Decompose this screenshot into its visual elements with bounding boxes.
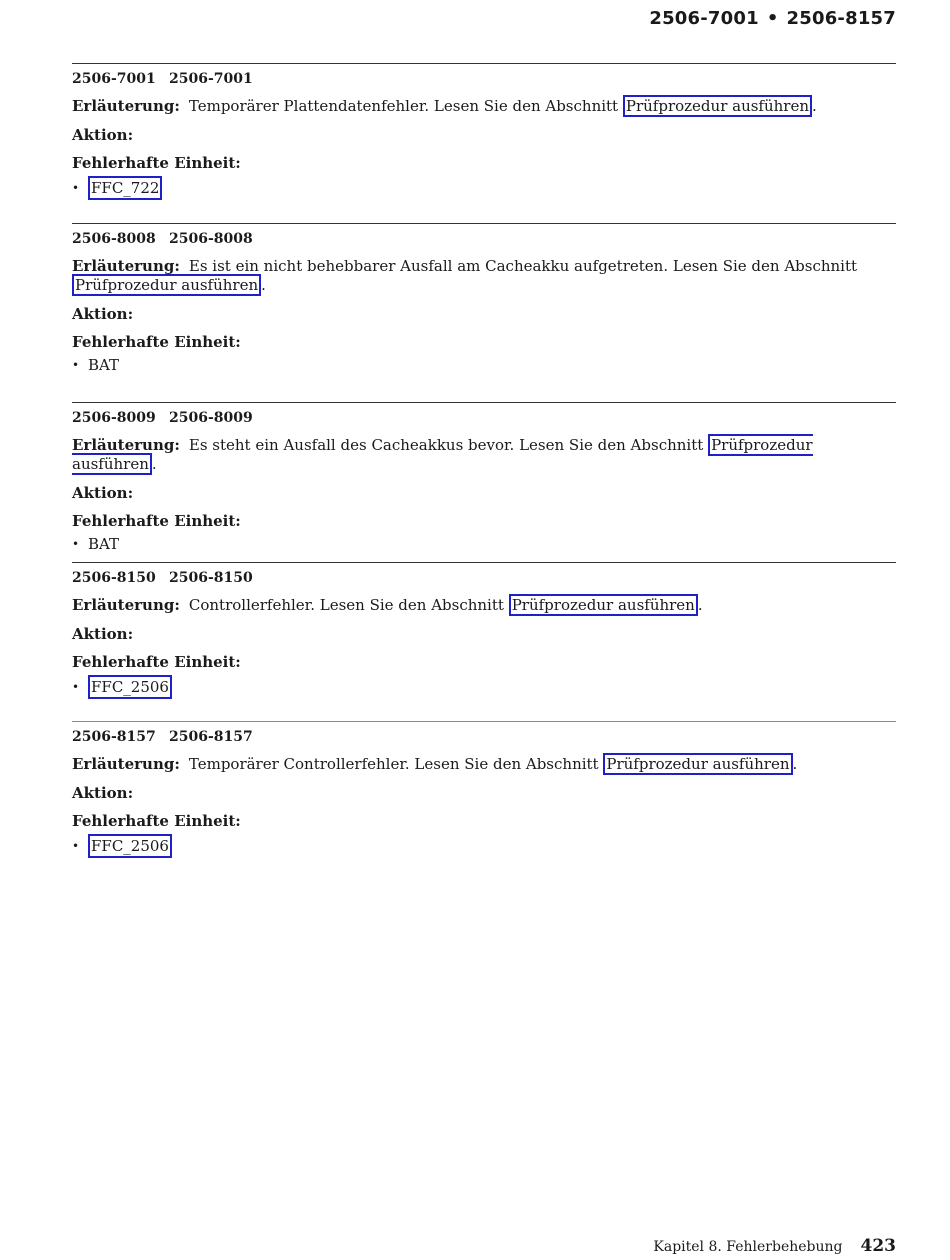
entry-code-line [72,563,896,588]
running-header [649,8,896,29]
failing-unit-text: BAT [88,356,120,374]
explanation-label: Erläuterung: [72,257,180,275]
bullet-icon: • [72,181,80,195]
procedure-link[interactable]: Prüfprozedur ausführen [509,594,698,616]
entry-explanation [72,755,896,774]
error-code-list [72,63,896,871]
failing-unit-label: Fehlerhafte Einheit: [72,812,241,830]
entry-explanation [72,257,896,295]
error-entry [72,402,896,562]
action-label: Aktion: [72,484,134,502]
header-range-end: 2506-8157 [786,8,896,29]
entry-code-repeat: 2506-8150 [169,570,253,586]
procedure-link[interactable]: Prüfprozedur ausführen [623,95,812,117]
bullet-icon: • [72,358,80,372]
entry-explanation [72,436,896,474]
error-entry [72,63,896,223]
entry-code: 2506-8009 [72,410,156,426]
explanation-text: Es steht ein Ausfall des Cacheakkus bevor. Lesen Sie den Abschnitt [188,436,704,454]
bullet-icon: • [72,537,80,551]
entry-explanation [72,97,896,116]
explanation-end: . [697,596,703,614]
explanation-label: Erläuterung: [72,755,180,773]
action-label: Aktion: [72,126,134,144]
entry-code-repeat: 2506-8009 [169,410,253,426]
explanation-label: Erläuterung: [72,97,180,115]
explanation-text: Es ist ein nicht behebbarer Ausfall am Cacheakku aufgetreten. Lesen Sie den Abschnitt [188,257,858,275]
failing-unit-item [72,176,896,200]
failing-unit-link[interactable]: FFC_2506 [88,834,172,858]
entry-code: 2506-8150 [72,570,156,586]
failing-unit-item [72,355,896,375]
entry-code-repeat: 2506-7001 [169,71,253,87]
bullet-icon: • [72,680,80,694]
explanation-text: Temporärer Controllerfehler. Lesen Sie den Abschnitt [188,755,599,773]
explanation-end: . [792,755,798,773]
failing-unit-item [72,675,896,699]
procedure-link[interactable]: Prüfprozedur ausführen [72,274,261,296]
entry-code-repeat: 2506-8008 [169,231,253,247]
explanation-end: . [812,97,817,115]
failing-unit-item [72,534,896,554]
action-label: Aktion: [72,305,134,323]
explanation-text: Temporärer Plattendatenfehler. Lesen Sie den Abschnitt [188,97,619,115]
explanation-label: Erläuterung: [72,436,180,454]
explanation-text: Controllerfehler. Lesen Sie den Abschnitt [188,596,504,614]
entry-code: 2506-8008 [72,231,156,247]
failing-unit-link[interactable]: FFC_722 [88,176,162,200]
bullet-icon: • [72,839,80,853]
footer-chapter: Kapitel 8. Fehlerbehebung [653,1239,843,1255]
failing-unit-link[interactable]: FFC_2506 [88,675,172,699]
error-entry [72,223,896,402]
explanation-end: . [261,276,266,294]
failing-unit-label: Fehlerhafte Einheit: [72,512,241,530]
action-label: Aktion: [72,625,134,643]
failing-unit-label: Fehlerhafte Einheit: [72,653,241,671]
procedure-link[interactable]: Prüfprozedur ausführen [72,436,813,473]
failing-unit-label: Fehlerhafte Einheit: [72,333,241,351]
entry-code: 2506-7001 [72,71,156,87]
entry-code-line [72,224,896,249]
entry-code-line [72,722,896,747]
header-separator: • [766,8,779,29]
page-number: 423 [860,1236,896,1256]
error-entry [72,562,896,721]
action-label: Aktion: [72,784,134,802]
page-footer [653,1236,896,1256]
failing-unit-text: BAT [88,535,120,553]
error-entry [72,721,896,871]
entry-explanation [72,596,896,615]
failing-unit-label: Fehlerhafte Einheit: [72,154,241,172]
explanation-end: . [151,455,157,473]
entry-code: 2506-8157 [72,729,156,745]
entry-code-line [72,403,896,428]
entry-code-repeat: 2506-8157 [169,729,253,745]
header-range-start: 2506-7001 [649,8,759,29]
explanation-label: Erläuterung: [72,596,180,614]
procedure-link[interactable]: Prüfprozedur ausführen [603,753,792,775]
failing-unit-item [72,834,896,858]
entry-code-line [72,64,896,89]
